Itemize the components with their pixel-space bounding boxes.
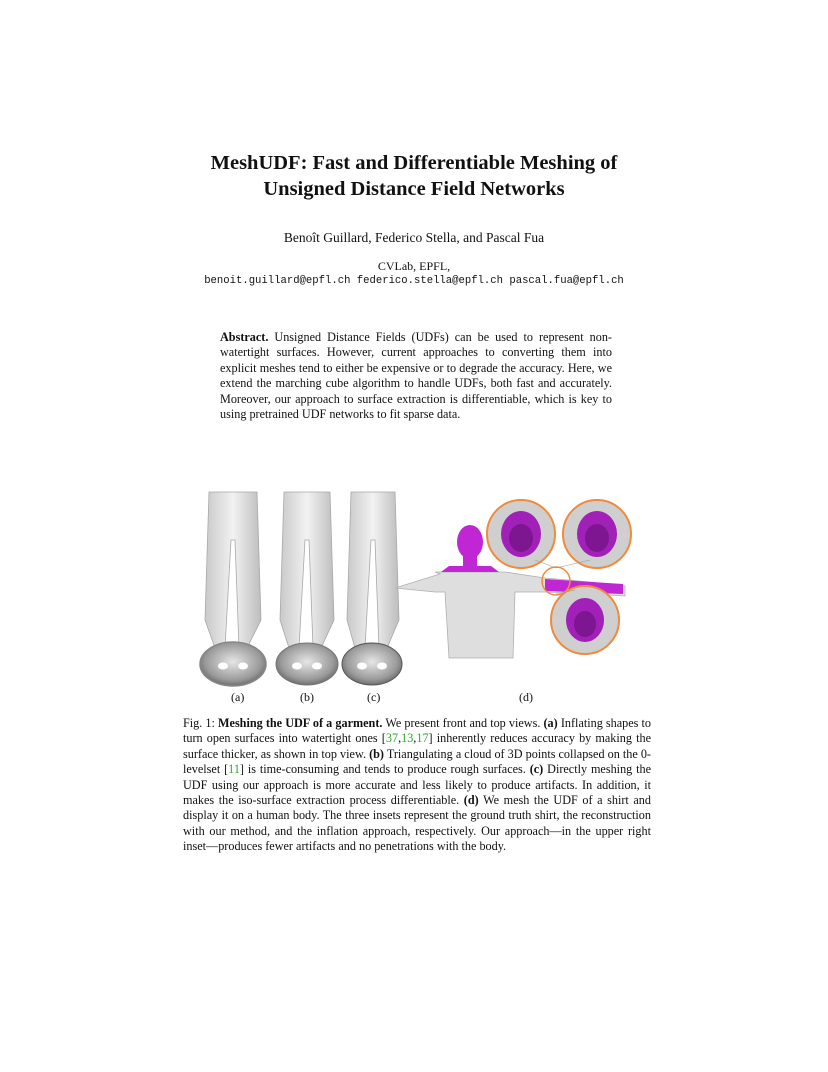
caption-b-label: (b) bbox=[369, 746, 384, 761]
caption-a-text-1: Inflating shapes to turn open surfaces into watertight ones [ bbox=[183, 716, 652, 746]
caption-fig-label: Fig. 1: bbox=[183, 716, 215, 730]
caption-a-label: (a) bbox=[543, 716, 558, 730]
title-line-2: Unsigned Distance Field Networks bbox=[263, 178, 565, 200]
abstract-label: Abstract. bbox=[220, 330, 269, 344]
abstract-text: Unsigned Distance Fields (UDFs) can be used to represent non-watertight surfaces. However, current approaches to converting them into explicit meshes tend to either be expensive or to degrade the accuracy. Here, we extend the marching cube algorithm to handle UDFs, both fast and accurately. Moreover, our approach to surface extraction is differentiable, which is key to using pretrained UDF networks to fit sparse data. bbox=[220, 330, 612, 422]
figure-label-c: (c) bbox=[367, 690, 381, 704]
inset-ours bbox=[563, 500, 631, 568]
caption-a-text-2: ] inherently reduces accuracy by making the surface thicker, as shown in top view. bbox=[183, 731, 651, 761]
pants-front-a bbox=[205, 492, 261, 648]
figure-caption bbox=[183, 716, 651, 855]
paper-title bbox=[0, 150, 828, 202]
affiliation: CVLab, EPFL, bbox=[377, 259, 451, 273]
pants-front-c bbox=[347, 492, 399, 648]
emails: benoit.guillard@epfl.ch federico.stella@epfl.ch pascal.fua@epfl.ch bbox=[204, 275, 624, 287]
citation-link[interactable]: 37 bbox=[385, 731, 399, 746]
pants-top-c bbox=[342, 643, 402, 685]
authors: Benoît Guillard, Federico Stella, and Pascal Fua bbox=[283, 230, 545, 245]
caption-d-label: (d) bbox=[463, 793, 479, 808]
caption-comma: , bbox=[398, 731, 402, 746]
figure-label-d: (d) bbox=[519, 690, 533, 704]
pants-front-b bbox=[280, 492, 334, 648]
caption-c-label: (c) bbox=[529, 762, 544, 777]
caption-bold-title: Meshing the UDF of a garment. bbox=[218, 716, 383, 730]
citation-link[interactable]: 11 bbox=[228, 762, 240, 777]
pants-top-b bbox=[276, 643, 338, 685]
caption-d-text: We mesh the UDF of a shirt and display it on a human body. The three insets represent the ground truth shirt, the reconstruction with our method, and the inflation approach, respectively. Our approach—in the upper right inset—produces fewer artifacts and no penetrations with the body. bbox=[183, 793, 651, 854]
caption-sentence-1: We present front and top views. bbox=[385, 716, 541, 730]
caption-c-text: Directly meshing the UDF using our approach is more accurate and less likely to produce artifacts. In addition, it makes the iso-surface extraction process differentiable. bbox=[183, 762, 652, 808]
citation-link[interactable]: 13 bbox=[401, 731, 414, 746]
inset-inflation bbox=[551, 586, 619, 654]
caption-b-text-2: ] is time-consuming and tends to produce rough surfaces. bbox=[239, 762, 526, 777]
abstract bbox=[220, 330, 612, 422]
figure-label-a: (a) bbox=[231, 690, 245, 704]
caption-b-text-1: Triangulating a cloud of 3D points collapsed on the 0-levelset [ bbox=[183, 746, 651, 777]
title-line-1: MeshUDF: Fast and Differentiable Meshing of bbox=[210, 152, 618, 174]
figure-1 bbox=[195, 480, 645, 710]
caption-comma: , bbox=[413, 731, 417, 746]
inset-ground-truth bbox=[487, 500, 555, 568]
figure-label-b: (b) bbox=[300, 690, 314, 704]
citation-link[interactable]: 17 bbox=[416, 731, 429, 746]
pants-top-a bbox=[200, 642, 266, 686]
